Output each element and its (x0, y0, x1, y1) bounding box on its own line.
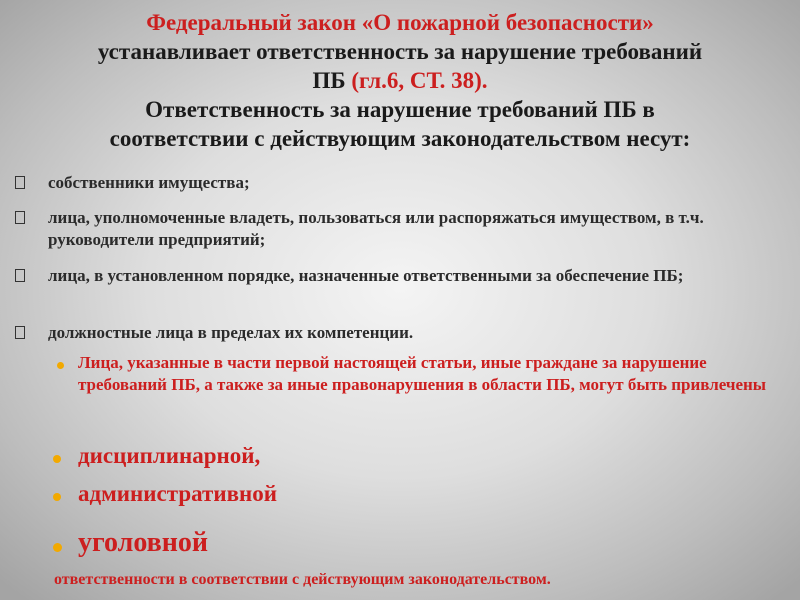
liability-type-disciplinary: дисциплинарной, (78, 443, 261, 468)
heading-line-3-prefix: ПБ (312, 68, 352, 93)
list-item-text: лица, в установленном порядке, назначенные ответственными за обеспечение ПБ; (48, 266, 684, 285)
list-item-text: собственники имущества; (48, 173, 250, 192)
heading-reference: (гл.6, СТ. 38). (351, 68, 488, 93)
heading-line-4: Ответственность за нарушение требований ПБ в (145, 97, 655, 122)
heading-line-3 (20, 66, 780, 95)
list-item-text: должностные лица в пределах их компетенции. (48, 323, 414, 342)
liability-type-administrative: административной (78, 481, 278, 506)
heading-law-title: Федеральный закон «О пожарной безопасности» (146, 10, 654, 35)
footer-text: ответственности в соответствии с действующим законодательством. (54, 571, 551, 588)
bullet-dot-icon (57, 362, 64, 369)
checkbox-bullet-icon (15, 176, 25, 189)
checkbox-bullet-icon (15, 211, 25, 224)
note-paragraph: Лица, указанные в части первой настоящей статьи, иные граждане за нарушение требований ПБ, а также за иные правонарушения в области ПБ, могут быть привлечены (78, 353, 767, 394)
bullet-dot-icon (53, 455, 61, 463)
checkbox-bullet-icon (15, 269, 25, 282)
liability-type-criminal: уголовной (78, 527, 209, 558)
bullet-dot-icon (53, 493, 61, 501)
heading-line-2: устанавливает ответственность за нарушение требований (97, 39, 703, 64)
slide-heading (20, 8, 780, 153)
checkbox-bullet-icon (15, 326, 25, 339)
heading-line-5: соответствии с действующим законодательством несут: (109, 126, 691, 151)
list-item-text: лица, уполномоченные владеть, пользоваться или распоряжаться имуществом, в т.ч. руководители предприятий; (48, 208, 704, 249)
bullet-dot-icon (53, 543, 62, 552)
